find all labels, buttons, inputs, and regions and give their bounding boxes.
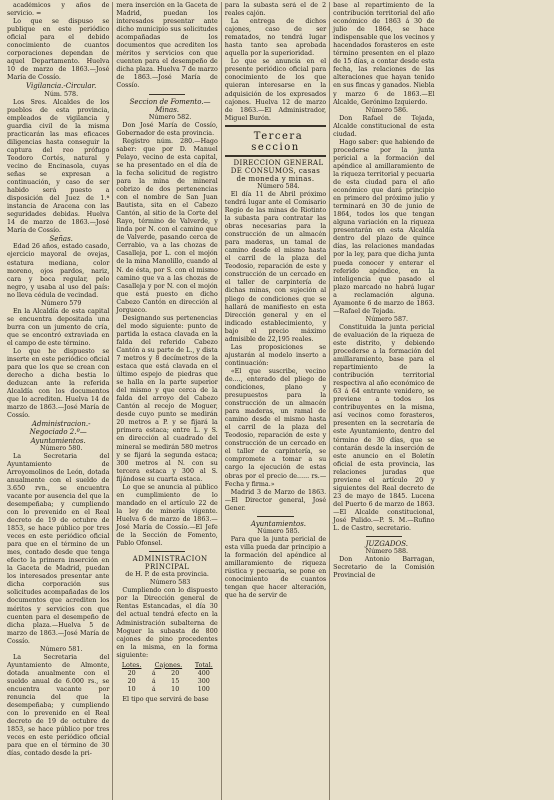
table-cell: 300 [197,677,210,685]
table-cell: 400 [197,669,210,677]
text-column-4 [329,2,437,800]
section-heading: Seccion de Fomento.—Minas. [129,97,211,114]
paragraph: Lo que se anuncia al público en cumplimiento de lo mandado en el artículo 22 de la ley de minería vigente. Huelva 6 de marzo de 1863.—José María de Cossío.—El Jefe de la Sección de Fomento, Pablo Ofonsel. [116,483,218,548]
paragraph: Para que la junta pericial de esta villa pueda dar principio a la formación del apéndice al amillaramiento de riqueza rústica y pecuaria, se pone en conocimiento de cuantos tengan que hacer alteración, que ha de servir de [224,535,327,600]
paragraph: Hago saber: que habiendo de procederse por la junta pericial a la formación del apéndice al amillaramiento de la riqueza territorial y pecuaria de esta ciudad para el año económico que dará principio en primero del próximo julio y terminará en 30 de junio de 1864, todos los que tengan alguna variación en la riqueza presentarán en esta Alcaldía dentro del plazo de quince días, las relaciones mandadas por la ley, para que dicha junta pueda conocer y enterar el referido apéndice, en la inteligencia que pasado el plazo marcado no habrá lugar a reclamación alguna. Ayamonte 6 de marzo de 1863.—Rafael de Tejada. [333,138,435,315]
paragraph: Don José María de Cossío, Gobernador de esta provincia. [116,121,218,137]
table-cell: 15 [171,677,180,685]
paragraph: «El que suscribe, vecino de...., enterado del pliego de condiciones, plano y presupuestos para la construcción de un almacén para maderas, un ramal de camino desde el mismo hasta el carril de la plaza del Teodosio, reparación de este y construcción de un cercado en el taller de carpintería, se compromete a tomar a su cargo la ejecución de estas obras por el precio de...... rs.—Fecha y firma.» [224,367,327,488]
table-header-cell: Cajones. [154,661,183,669]
section-divider [225,155,326,157]
section-heading: Administracion.-Negociado 2.º— Ayuntamientos. [29,420,91,445]
notice-number: Número 586. [365,106,409,114]
notice-number: Número 581. [39,645,83,653]
section-heading: JUZGADOS. [365,540,409,549]
text-column-3 [221,2,329,800]
section-heading: Señas. [49,235,73,244]
table-cell: á [151,685,156,693]
paragraph: La Secretaria del Ayuntamiento de Arroyomolinos de León, dotada anualmente con el sueldo de 3.650 rvn., se encuentra vacante por ausencia del que la desempeñaba; y cumpliendo con lo prevenido en el Real decreto de 19 de octubre de 1853, se hace público por tres veces en este periódico oficial para que en el término de un mes, contado desde que tenga efecto la primera inserción en la Gaceta de Madrid, puedan los interesados presentar ante dicha corporación sus solicitudes acompañadas de los documentos que acrediten los méritos y servicios con que cuenten para el desempeño de dicha plaza.—Huelva 5 de marzo de 1863.—José María de Cossío. [7,452,110,645]
paragraph: Registro núm. 280.—Hago saber: que por D. Manuel Pelayo, vecino de esta capital, se ha presentado en el día de la fecha solicitud de registro para la mina de mineral cobrizo de dos pertenencias con el nombre de San Juan Bautista, sita en el Cabezo Cantón, al sitio de la Corte del Rayo, término de Valverde, y linda por N. con el camino que de Valverde, pasando cerca de Cerrabio, va a las chozas de Casalleja, por L. con el mojón de la mina Manolillo, cuando al N. de ésta, por S. con el mismo camino que va a las chozas de Casalleja y por N. con el mojón que está puesto en dicho Cabezo Cantón en dirección al Jorgueco. [116,137,218,314]
table-row [116,670,217,678]
paragraph: La Secretaria del Ayuntamiento de Almonte, dotada anualmente con el sueldo anual de 6.000 rs., se encuentra vacante por renuncia del que la desempeñaba; y cumpliendo con lo prevenido en el Real decreto de 19 de octubre de 1853, se hace público por tres veces en este periódico oficial para que en el término de 30 días, contado desde la pri- [7,653,110,758]
paragraph: Constituida la junta pericial de evaluación de la riqueza de este distrito, y debiendo procederse a la formación del amillaramiento, base para el repartimiento de la contribución territorial respectiva al año económico de 63 á 64 entrante venidero, se previene a todos los contribuyentes en la misma, así vecinos como forasteros, presenten en la secretaría de este Ayuntamiento, dentro del término de 30 días, que se contarán desde la inserción de este anuncio en el Boletín oficial de esta provincia, las relaciones juradas que previene el artículo 20 y siguientes del Real decreto de 23 de mayo de 1845. Lucena del Puerto 6 de marzo de 1863.—El Alcalde constitucional, José Pulido.—P. S. M.—Rufino L. de Castro, secretario. [333,323,435,533]
lots-table [116,662,217,694]
section-heading: Tercera seccion [251,130,304,153]
paragraph: Designando sus pertenencias del modo siguiente: punto de partida la estaca clavada en la falda del referido Cabezo Cantón a su parte de L., y dista 7 metros y 8 decímetros de la estaca que está clavada en el último espejo de piedras que se halla en la parte superior del mismo y que cerca de la falda del arroyo del Cabezo Cantón al recejo de Moguer, desde cuyo punto se medirán 20 metros a P. y se fijará la primera estaca; entre L. y S. en dirección al cuadrado del mineral se medirán 580 metros y se fijará la segunda estaca; 300 metros al N. con su tercera estaca y 300 al S. fijándose su cuarta estaca. [116,314,218,483]
section-divider [149,551,186,552]
section-subheading: de H. P. de esta provincia. [125,571,209,579]
paragraph: para la subasta será el de 2 reales cajón. [224,2,327,18]
table-row [116,678,217,686]
notice-number: Núm. 578. [44,90,79,98]
paragraph: Lo que se anuncia en el presente periódico oficial para conocimiento de los que quieran interesarse en la adquisición de los expresados cajones. Huelva 12 de marzo de 1863.—El Administrador, Miguel Burón. [224,58,327,122]
section-divider [225,125,326,127]
paragraph: base al repartimiento de la contribución territorial del año económico de 1863 á 30 de julio de 1864, se hace indispensable que los vecinos y hacendados forasteros en este término presenten en el plazo de 15 días, a contar desde esta fecha, las relaciones de las alteraciones que hayan tenido en sus fincas y ganados. Niebla y marzo 6 de 1863.—El Alcalde, Gerónimo Izquierdo. [333,2,435,106]
table-cell: 20 [127,669,136,677]
notice-number: Número 580. [39,444,83,452]
section-divider [149,94,186,95]
table-cell: 10 [127,685,136,693]
table-cell: 20 [127,677,136,685]
paragraph: Los Sres. Alcaldes de los pueblos de esta provincia, empleados de vigilancia y guardia civil de la misma practicarán las mas eficaces diligencias hasta conseguir la captura del reo prófugo Teodoro Cortés, natural y vecino de Encinasola, cuyas señas se expresan a continuación, y caso de ser habido será puesto a disposición del Juez de 1.ª instancia de Aracena con las seguridades debidas. Huelva 14 de marzo de 1863.—José María de Cossío. [7,98,110,235]
table-row [116,686,217,694]
notice-number: Número 585. [257,527,300,535]
table-cell: á [151,669,156,677]
paragraph: La entrega de dichos cajones, caso de ser rematados, no tendrá lugar hasta tanto sea aprobada aquella por la superioridad. [224,18,327,58]
paragraph: Don Antonio Barragan, Secretario de la Comisión Provincial de [333,556,435,580]
table-header-cell: Total. [194,661,213,669]
section-heading: ADMINISTRACION PRINCIPAL [132,555,208,572]
section-heading: Ayuntamientos. [250,519,307,528]
paragraph: Edad 26 años, estado casado, ejercicio mayoral de ovejas, estatura mediana, color moreno, ojos pardos, nariz, cara y boca regular, pelo negro, y usaba al uso del país: no lleva cédula de vecindad. [7,243,110,299]
notice-number: Número 587. [365,315,409,323]
paragraph: académicos y años de servicio. = [7,2,110,18]
table-header-cell: Lotes. [121,661,142,669]
section-divider [366,536,403,537]
paragraph: Lo que he dispuesto se inserte en este periódico oficial para que los que se crean con derecho a dicha bestia lo deduzcan ante la referida Alcaldía con los documentos que lo acrediten. Huelva 14 de marzo de 1863.—José María de Cossío. [7,348,110,420]
paragraph: El tipo que servirá de base [122,695,209,703]
notice-number: Número 583 [149,579,191,587]
paragraph: Don Rafael de Tejada, Alcalde constitucional de esta ciudad. [333,114,435,138]
section-heading: DIRECCION GENERAL DE CONSUMOS, casas de moneda y minas. [230,158,324,183]
section-divider [257,516,294,517]
paragraph: El día 11 de Abril próximo tendrá lugar ante el Comisario Regio de las minas de Riotinto la subasta para contratar las obras necesarias para la construcción de un almacén para maderas, un tamal de camino desde el mismo hasta el carril de la plaza del Teodosio, reparación de este y construcción de un cercado en el taller de carpintería de dichas minas, con sujeción al pliego de condiciones que se hallará de manifiesto en esta Dirección general y en el indicado establecimiento, y bajo el precio máximo admisible de 22,195 reales. [224,190,327,343]
table-cell: á [151,677,156,685]
notice-number: Número 584. [257,182,300,190]
notice-number: Número 588. [365,548,409,556]
section-heading: Vigilancia.-Circular. [26,82,97,91]
paragraph: Madrid 3 de Marzo de 1863.—El Director general, José Gener. [224,488,327,512]
paragraph: Cumpliendo con lo dispuesto por la Dirección general de Rentas Estancadas, el día 30 del actual tendrá efecto en la Administración subalterna de Moguer la subasta de 800 cajones de pino procedentes en la misma, en la forma siguiente: [116,587,218,659]
text-column-1 [4,2,112,800]
table-cell: 20 [171,669,180,677]
paragraph: En la Alcaldía de esta capital se encuentra depositada una burra con un jumento de cría, que se encontró extraviada en el campo de este término. [7,307,110,347]
text-column-2 [112,2,220,800]
paragraph: Las proposiciones se ajustarán al modelo inserto a continuación: [224,343,327,367]
notice-number: Número 579 [41,299,82,307]
paragraph: Lo que se dispuso se publique en este periódico oficial para el debido conocimiento de cuantos corporaciones dependan de aquel Departamento. Huelva 10 de marzo de 1863.—José María de Cossío. [7,18,110,82]
notice-number: Número 582. [148,113,192,121]
paragraph: mera inserción en la Gaceta de Madrid, puedan los interesados presentar ante dicho municipio sus solicitudes acompañadas de los documentos que acrediten los méritos y servicios con que cuenten para el desempeño de dicha plaza. Huelva 7 de marzo de 1863.—José María de Cossío. [116,2,218,90]
table-cell: 100 [197,685,210,693]
table-cell: 10 [171,685,180,693]
